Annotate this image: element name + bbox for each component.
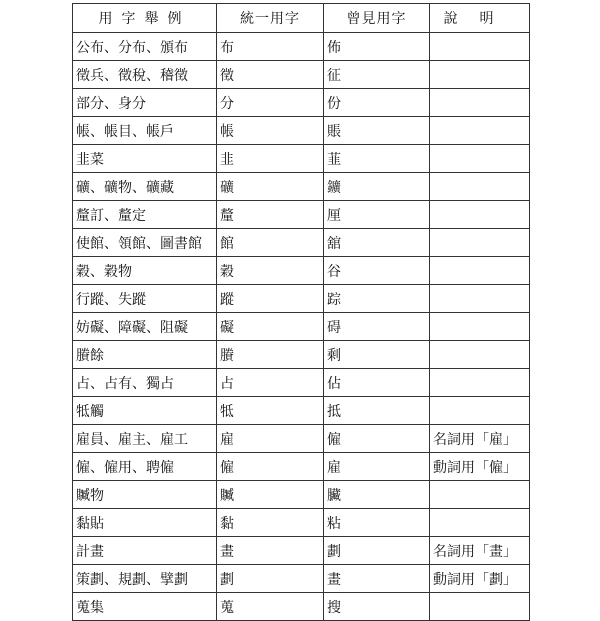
cell-note [430, 33, 530, 61]
cell-examples: 徵兵、徵稅、稽徵 [73, 61, 217, 89]
cell-note [430, 145, 530, 173]
cell-examples: 策劃、規劃、擘劃 [73, 565, 217, 593]
cell-note [430, 229, 530, 257]
cell-examples: 賸餘 [73, 341, 217, 369]
cell-seen: 韮 [324, 145, 430, 173]
cell-unified: 韭 [217, 145, 324, 173]
cell-seen: 僱 [324, 425, 430, 453]
table-row [73, 481, 530, 509]
cell-seen: 畫 [324, 565, 430, 593]
cell-seen: 剩 [324, 341, 430, 369]
table-row [73, 89, 530, 117]
cell-unified: 僱 [217, 453, 324, 481]
cell-seen: 雇 [324, 453, 430, 481]
table-row [73, 537, 530, 565]
table-row [73, 285, 530, 313]
cell-examples: 使館、領館、圖書館 [73, 229, 217, 257]
cell-note [430, 257, 530, 285]
cell-seen: 搜 [324, 593, 430, 621]
table-row [73, 593, 530, 621]
cell-unified: 雇 [217, 425, 324, 453]
cell-unified: 帳 [217, 117, 324, 145]
cell-examples: 雇員、雇主、雇工 [73, 425, 217, 453]
table-row [73, 509, 530, 537]
table-row [73, 565, 530, 593]
cell-note [430, 61, 530, 89]
cell-examples: 占、占有、獨占 [73, 369, 217, 397]
cell-unified: 礦 [217, 173, 324, 201]
table-row [73, 425, 530, 453]
cell-note [430, 201, 530, 229]
cell-unified: 釐 [217, 201, 324, 229]
cell-note: 動詞用「僱」 [430, 453, 530, 481]
cell-seen: 賬 [324, 117, 430, 145]
cell-unified: 黏 [217, 509, 324, 537]
cell-examples: 牴觸 [73, 397, 217, 425]
cell-unified: 分 [217, 89, 324, 117]
cell-examples: 妨礙、障礙、阻礙 [73, 313, 217, 341]
table-row [73, 313, 530, 341]
table-row [73, 229, 530, 257]
table-row [73, 397, 530, 425]
cell-examples: 僱、僱用、聘僱 [73, 453, 217, 481]
table-row [73, 201, 530, 229]
cell-unified: 占 [217, 369, 324, 397]
cell-note [430, 369, 530, 397]
cell-examples: 韭菜 [73, 145, 217, 173]
table-row [73, 61, 530, 89]
cell-unified: 賸 [217, 341, 324, 369]
cell-note: 動詞用「劃」 [430, 565, 530, 593]
cell-unified: 劃 [217, 565, 324, 593]
cell-seen: 粘 [324, 509, 430, 537]
cell-examples: 帳、帳目、帳戶 [73, 117, 217, 145]
cell-seen: 鑛 [324, 173, 430, 201]
cell-seen: 抵 [324, 397, 430, 425]
cell-seen: 踪 [324, 285, 430, 313]
cell-seen: 劃 [324, 537, 430, 565]
cell-note: 名詞用「雇」 [430, 425, 530, 453]
header-examples: 用字舉例 [73, 4, 217, 33]
cell-unified: 徵 [217, 61, 324, 89]
table-row [73, 33, 530, 61]
header-seen: 曾見用字 [324, 4, 430, 33]
cell-examples: 穀、穀物 [73, 257, 217, 285]
table-row [73, 257, 530, 285]
character-usage-table [72, 3, 530, 621]
cell-seen: 佔 [324, 369, 430, 397]
cell-seen: 佈 [324, 33, 430, 61]
cell-note [430, 285, 530, 313]
table-body [73, 33, 530, 621]
table-row [73, 145, 530, 173]
table-row [73, 117, 530, 145]
cell-seen: 份 [324, 89, 430, 117]
cell-unified: 牴 [217, 397, 324, 425]
cell-note [430, 481, 530, 509]
cell-seen: 征 [324, 61, 430, 89]
cell-examples: 計畫 [73, 537, 217, 565]
cell-note [430, 509, 530, 537]
cell-seen: 厘 [324, 201, 430, 229]
cell-examples: 黏貼 [73, 509, 217, 537]
cell-note [430, 593, 530, 621]
cell-examples: 贓物 [73, 481, 217, 509]
cell-unified: 蹤 [217, 285, 324, 313]
cell-note: 名詞用「畫」 [430, 537, 530, 565]
cell-unified: 館 [217, 229, 324, 257]
cell-seen: 谷 [324, 257, 430, 285]
cell-examples: 釐訂、釐定 [73, 201, 217, 229]
cell-seen: 舘 [324, 229, 430, 257]
cell-note [430, 89, 530, 117]
table-row [73, 173, 530, 201]
cell-unified: 穀 [217, 257, 324, 285]
cell-examples: 礦、礦物、礦藏 [73, 173, 217, 201]
header-unified: 統一用字 [217, 4, 324, 33]
cell-examples: 行蹤、失蹤 [73, 285, 217, 313]
cell-note [430, 117, 530, 145]
table-row [73, 369, 530, 397]
cell-unified: 蒐 [217, 593, 324, 621]
cell-unified: 畫 [217, 537, 324, 565]
table-row [73, 453, 530, 481]
cell-note [430, 313, 530, 341]
cell-note [430, 397, 530, 425]
cell-seen: 臟 [324, 481, 430, 509]
cell-unified: 贓 [217, 481, 324, 509]
cell-unified: 礙 [217, 313, 324, 341]
cell-examples: 公布、分布、頒布 [73, 33, 217, 61]
header-note: 說明 [430, 4, 530, 33]
cell-note [430, 173, 530, 201]
cell-unified: 布 [217, 33, 324, 61]
table-row [73, 341, 530, 369]
cell-note [430, 341, 530, 369]
cell-examples: 蒐集 [73, 593, 217, 621]
cell-examples: 部分、身分 [73, 89, 217, 117]
header-row [73, 4, 530, 33]
cell-seen: 碍 [324, 313, 430, 341]
